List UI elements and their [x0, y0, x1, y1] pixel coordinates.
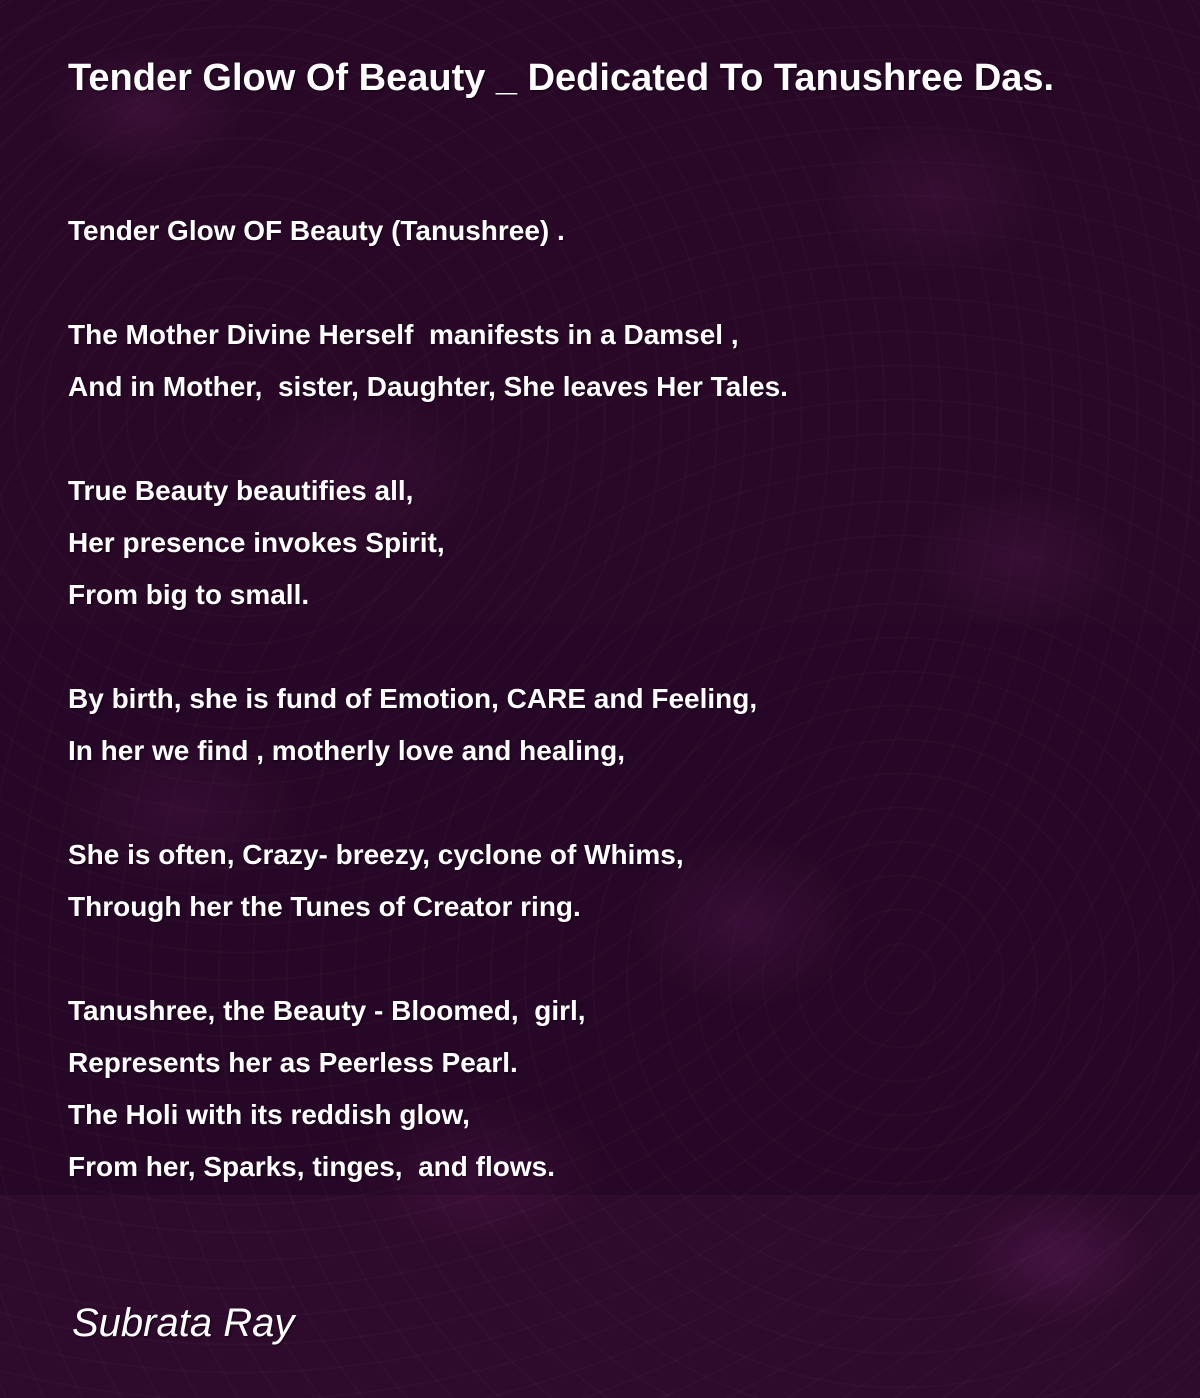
poem-line: From big to small. [68, 579, 310, 610]
stanza [68, 829, 1148, 933]
stanza [68, 465, 1148, 621]
stanza [68, 309, 1148, 413]
poem-line: The Holi with its reddish glow, [68, 1099, 470, 1130]
poem-title: Tender Glow Of Beauty _ Dedicated To Tanushree Das. [68, 57, 1055, 99]
poem-line: Through her the Tunes of Creator ring. [68, 891, 581, 922]
poem-line: And in Mother, sister, Daughter, She leaves Her Tales. [68, 371, 788, 402]
poem-line: From her, Sparks, tinges, and flows. [68, 1151, 556, 1182]
stanza-break [68, 621, 1148, 673]
poem-body [68, 205, 1148, 1193]
stanza-break [68, 777, 1148, 829]
poem-author: Subrata Ray [72, 1301, 295, 1345]
poem-line: True Beauty beautifies all, [68, 475, 414, 506]
stanza-break [68, 257, 1148, 309]
poem-line: In her we find , motherly love and healing, [68, 735, 625, 766]
poem-line: Represents her as Peerless Pearl. [68, 1047, 518, 1078]
poem-line: Her presence invokes Spirit, [68, 527, 445, 558]
stanza [68, 985, 1148, 1193]
stanza-break [68, 933, 1148, 985]
poem-line: By birth, she is fund of Emotion, CARE and Feeling, [68, 683, 758, 714]
stanza-break [68, 413, 1148, 465]
poem-line: Tanushree, the Beauty - Bloomed, girl, [68, 995, 586, 1026]
stanza [68, 205, 1148, 257]
poem-line: The Mother Divine Herself manifests in a Damsel , [68, 319, 739, 350]
poem-line: Tender Glow OF Beauty (Tanushree) . [68, 215, 565, 246]
poem-line: She is often, Crazy- breezy, cyclone of Whims, [68, 839, 684, 870]
stanza [68, 673, 1148, 777]
